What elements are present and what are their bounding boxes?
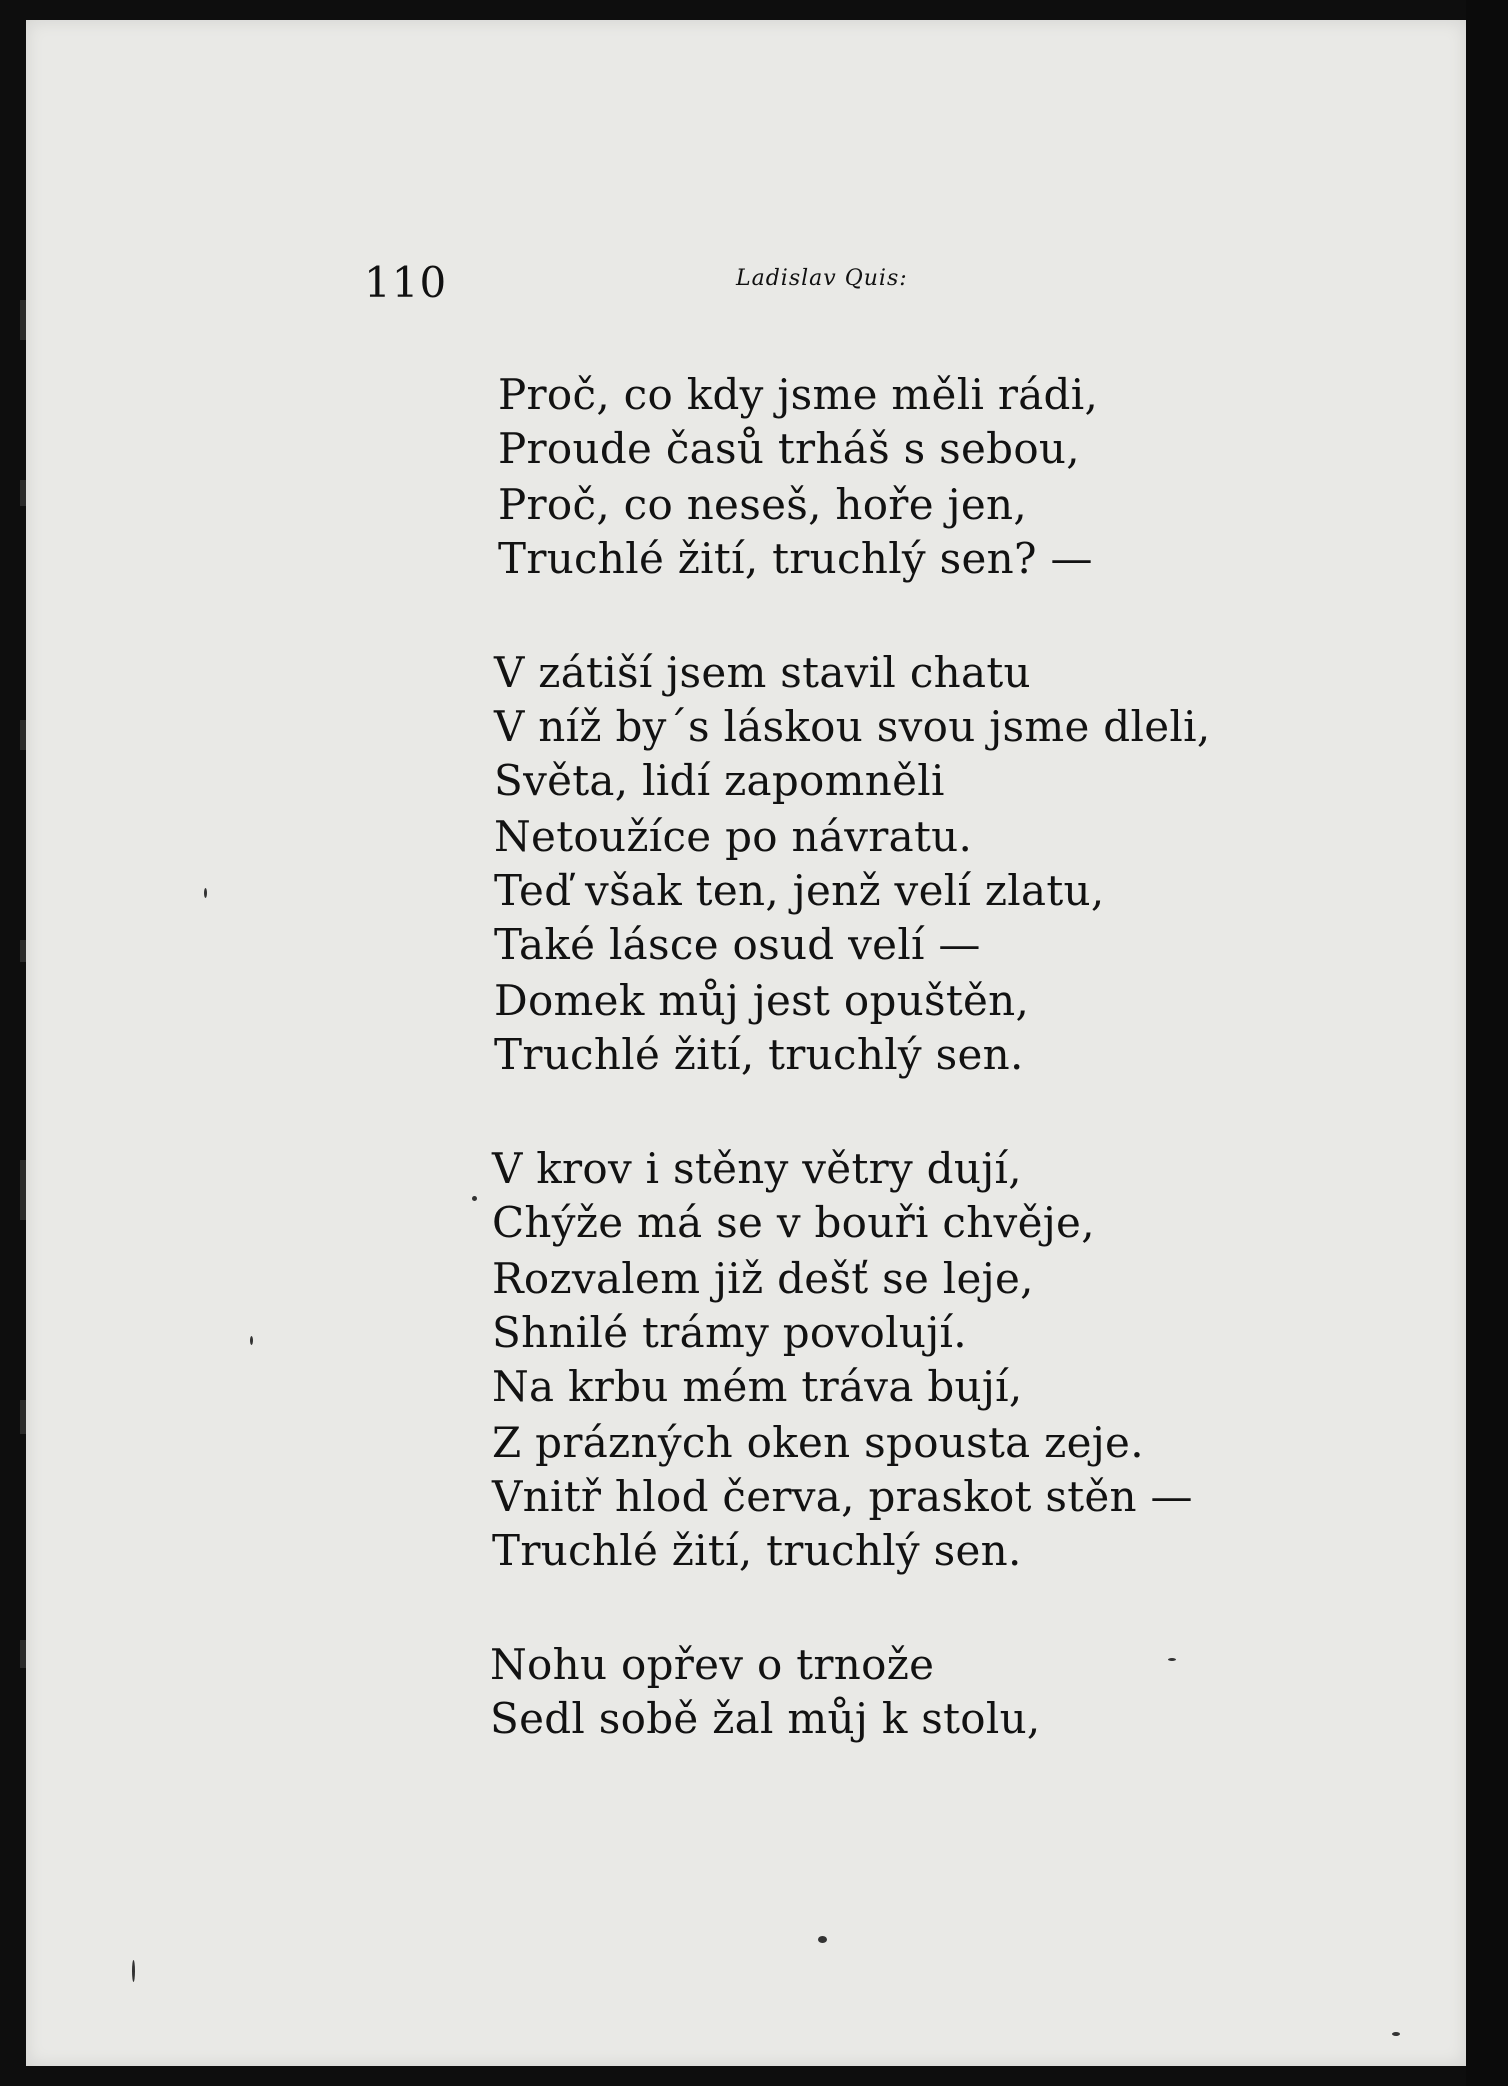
scan-speck xyxy=(132,1960,135,1982)
poem-line: V níž by´s láskou svou jsme dleli, xyxy=(494,702,1211,751)
scan-speck xyxy=(1392,2032,1400,2036)
running-head-author: Ladislav Quis: xyxy=(736,266,908,291)
poem-line: Proč, co neseš, hoře jen, xyxy=(498,480,1027,529)
poem-line: V zátiší jsem stavil chatu xyxy=(494,648,1031,697)
poem-line: Také lásce osud velí — xyxy=(494,920,981,969)
poem-line: Proč, co kdy jsme měli rádi, xyxy=(498,370,1099,419)
poem-line: Sedl sobě žal můj k stolu, xyxy=(490,1694,1041,1743)
poem-line: Na krbu mém tráva bují, xyxy=(492,1362,1023,1411)
poem-line: Truchlé žití, truchlý sen. xyxy=(492,1526,1022,1575)
scan-speck xyxy=(472,1196,477,1201)
poem-line: Truchlé žití, truchlý sen. xyxy=(494,1030,1024,1079)
poem-line: Teď však ten, jenž velí zlatu, xyxy=(494,866,1105,915)
poem-line: V krov i stěny větry dují, xyxy=(492,1144,1022,1193)
poem-line: Shnilé trámy povolují. xyxy=(492,1308,967,1357)
poem-line: Netoužíce po návratu. xyxy=(494,812,973,861)
poem-line: Rozvalem již dešť se leje, xyxy=(492,1254,1034,1303)
poem-line: Proude časů trháš s sebou, xyxy=(498,424,1080,473)
scan-speck xyxy=(250,1336,253,1345)
poem-line: Vnitř hlod červa, praskot stěn — xyxy=(492,1472,1193,1521)
poem-line: Truchlé žití, truchlý sen? — xyxy=(498,534,1093,583)
poem-line: Z prázných oken spousta zeje. xyxy=(492,1418,1144,1467)
poem-line: Chýže má se v bouři chvěje, xyxy=(492,1198,1095,1247)
scan-speck xyxy=(818,1936,827,1943)
poem-line: Nohu opřev o trnože xyxy=(490,1640,935,1689)
page-number: 110 xyxy=(364,258,448,307)
scan-speck xyxy=(204,888,207,898)
poem-line: Světa, lidí zapomněli xyxy=(494,756,945,805)
poem-line: Domek můj jest opuštěn, xyxy=(494,976,1030,1025)
scan-speck xyxy=(1168,1658,1176,1661)
